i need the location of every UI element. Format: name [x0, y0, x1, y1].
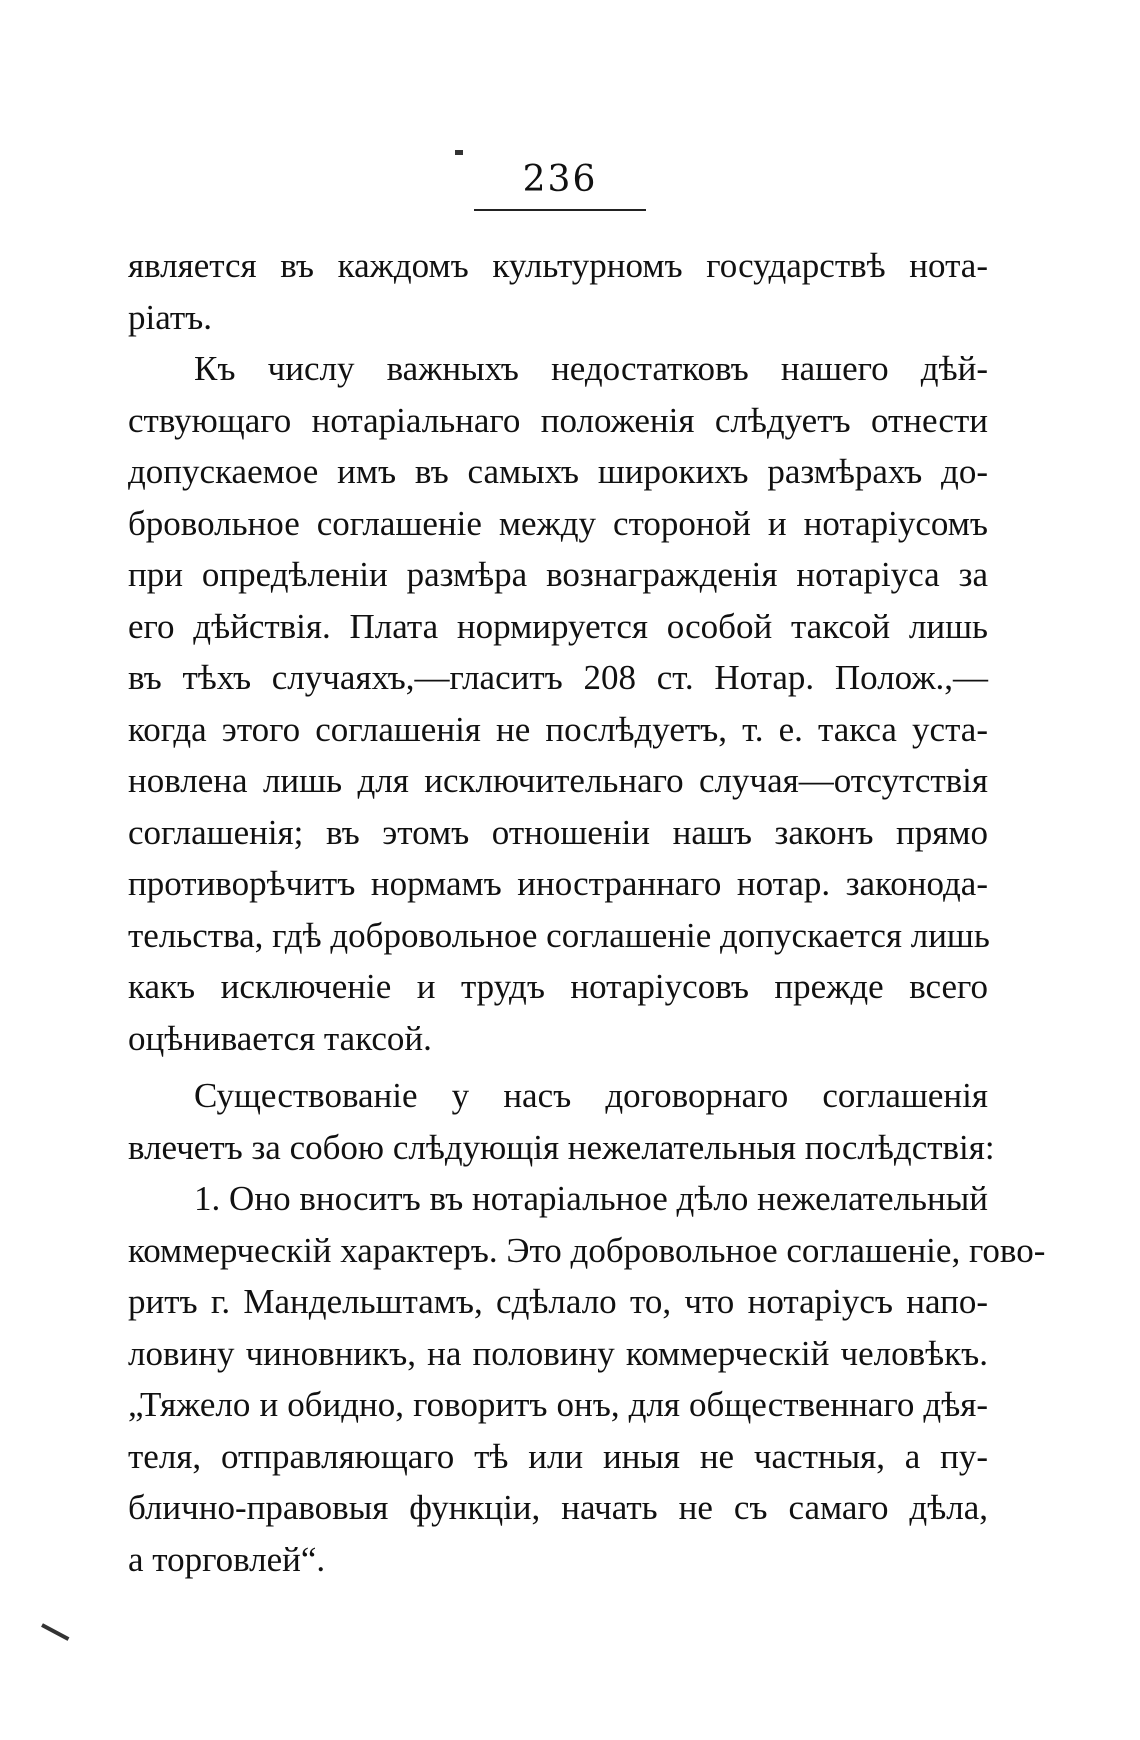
text-line: допускаемое имъ въ самыхъ широкихъ размѣрахъ до-	[128, 452, 988, 491]
ink-mark-bottom	[41, 1623, 69, 1641]
text-line: 1. Оно вноситъ въ нотаріальное дѣло нежелательный	[194, 1179, 988, 1218]
text-line: Къ числу важныхъ недостатковъ нашего дѣй-	[194, 349, 988, 388]
text-line: блично-правовыя функціи, начать не съ самаго дѣла,	[128, 1488, 988, 1527]
text-line: противорѣчитъ нормамъ иностраннаго нотар. законода-	[128, 864, 988, 903]
text-line: какъ исключеніе и трудъ нотаріусовъ прежде всего	[128, 967, 988, 1006]
text-line: ритъ г. Мандельштамъ, сдѣлало то, что нотаріусъ напо-	[128, 1282, 988, 1321]
text-line: ріатъ.	[128, 297, 212, 337]
text-line: влечетъ за собою слѣдующія нежелательныя послѣдствія:	[128, 1127, 995, 1167]
text-line: въ тѣхъ случаяхъ,—гласитъ 208 ст. Нотар. Полож.,—	[128, 658, 988, 697]
text-line: коммерческій характеръ. Это добровольное соглашеніе, гово-	[128, 1230, 1046, 1270]
text-line: является въ каждомъ культурномъ государствѣ нота-	[128, 246, 988, 285]
text-line: Существованіе у насъ договорнаго соглашенія	[194, 1076, 988, 1115]
text-line: тельства, гдѣ добровольное соглашеніе допускается лишь	[128, 915, 990, 955]
text-line: когда этого соглашенія не послѣдуетъ, т. е. такса уста-	[128, 709, 988, 749]
text-line: теля, отправляющаго тѣ или иныя не частныя, а пу-	[128, 1436, 988, 1476]
body-text	[128, 240, 1046, 1585]
text-line: оцѣнивается таксой.	[128, 1018, 432, 1058]
ink-mark-top	[455, 150, 463, 155]
text-line: его дѣйствія. Плата нормируется особой таксой лишь	[128, 606, 988, 646]
text-line: а торговлей“.	[128, 1539, 326, 1579]
text-line: бровольное соглашеніе между стороной и нотаріусомъ	[128, 503, 988, 543]
page-number-rule	[474, 209, 646, 211]
page-number: 236	[522, 159, 598, 200]
text-line: при опредѣленіи размѣра вознагражденія нотаріуса за	[128, 555, 988, 594]
text-line: новлена лишь для исключительнаго случая—отсутствія	[128, 761, 988, 800]
text-line: соглашенія; въ этомъ отношеніи нашъ законъ прямо	[128, 812, 988, 852]
text-line: ствующаго нотаріальнаго положенія слѣдуетъ отнести	[128, 400, 988, 440]
text-line: ловину чиновникъ, на половину коммерческій человѣкъ.	[128, 1333, 988, 1373]
text-line: „Тяжело и обидно, говоритъ онъ, для общественнаго дѣя-	[128, 1385, 988, 1424]
